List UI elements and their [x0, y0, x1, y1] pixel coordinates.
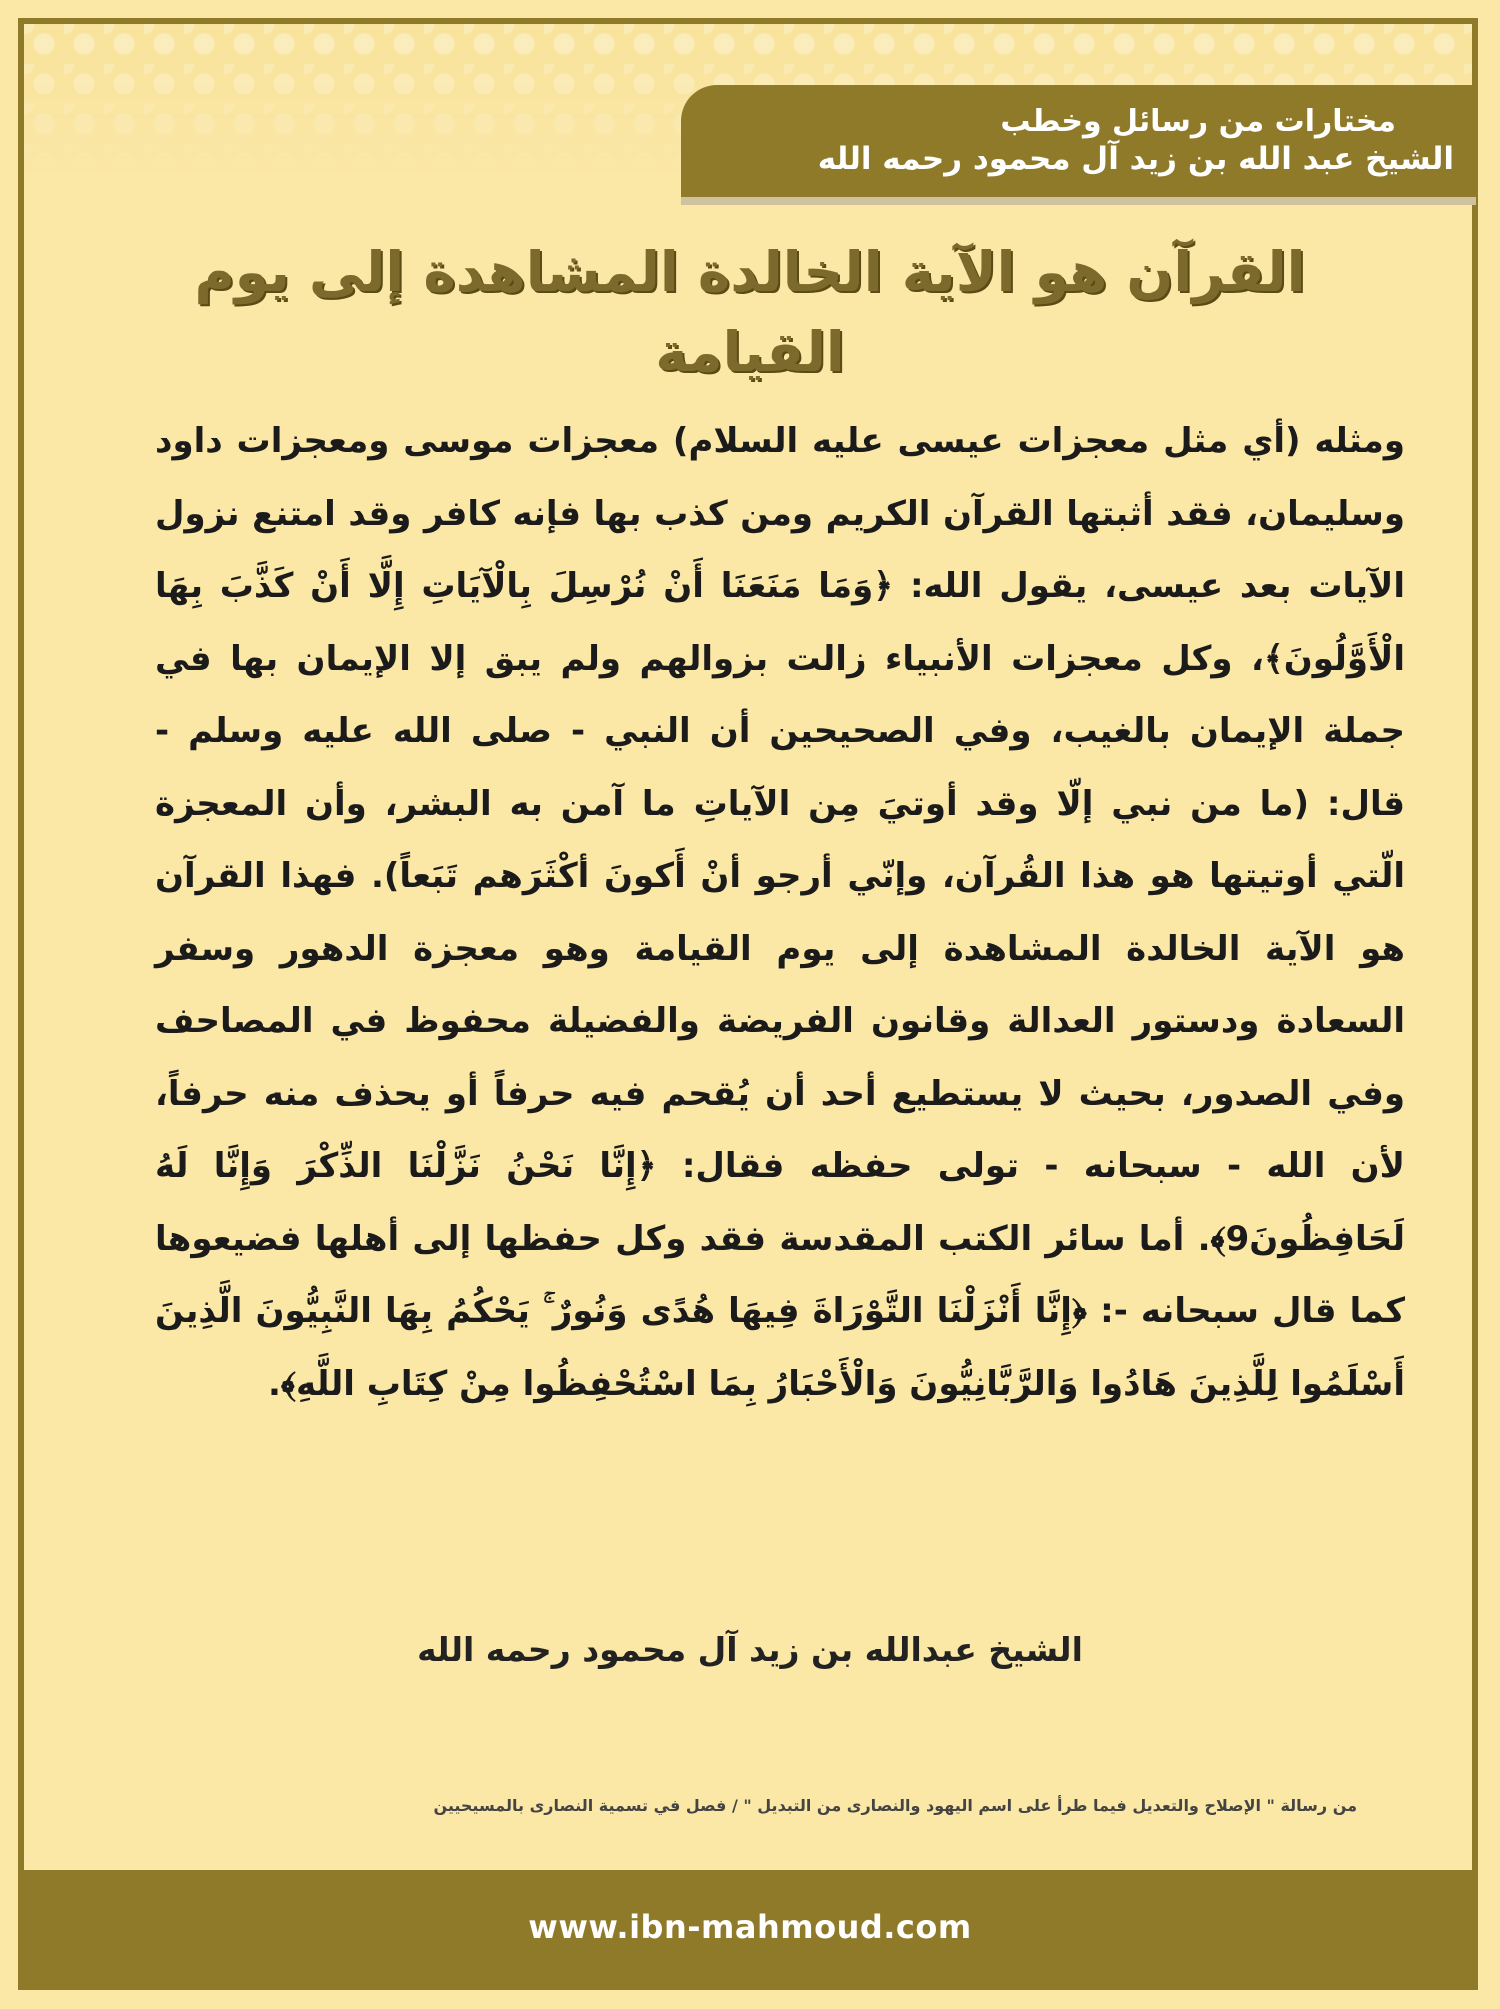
header-series-title: مختارات من رسائل وخطب — [1000, 103, 1396, 139]
author-signature: الشيخ عبدالله بن زيد آل محمود رحمه الله — [417, 1630, 1083, 1669]
header-author: الشيخ عبد الله بن زيد آل محمود رحمه الله — [817, 141, 1454, 178]
footer-bar — [24, 1870, 1476, 1984]
website-link[interactable]: www.ibn-mahmoud.com — [528, 1908, 972, 1946]
page-title: القرآن هو الآية الخالدة المشاهدة إلى يوم القيامة — [194, 240, 1306, 384]
header-banner — [681, 85, 1476, 197]
source-citation: من رسالة " الإصلاح والتعديل فيما طرأ على اسم اليهود والنصارى من التبديل " / فصل في تسمية النصارى بالمسيحيين — [433, 1796, 1357, 1815]
article-body: ومثله (أي مثل معجزات عيسى عليه السلام) معجزات موسى ومعجزات داود وسليمان، فقد أثبتها القرآن الكريم ومن كذب بها فإنه كافر وقد امتنع نزول الآيات بعد عيسى، يقول الله: ﴿وَمَا مَنَعَنَا أَنْ نُرْسِلَ بِالْآيَاتِ إِلَّا أَنْ كَذَّبَ بِهَا الْأَوَّلُونَ﴾، وكل معجزات الأنبياء زالت بزوالهم ولم يبق إلا الإيمان بها في جملة الإيمان بالغيب، وفي الصحيحين أن النبي - صلى الله عليه وسلم - قال: (ما من نبي إلّا وقد أوتيَ مِن الآياتِ ما آمن به البشر، وأن المعجزة الّتي أوتيتها هو هذا القُرآن، وإنّي أرجو أنْ أَكونَ أكْثَرَهم تَبَعاً). فهذا القرآن هو الآية الخالدة المشاهدة إلى يوم القيامة وهو معجزة الدهور وسفر السعادة ودستور العدالة وقانون الفريضة والفضيلة محفوظ في المصاحف وفي الصدور، بحيث لا يستطيع أحد أن يُقحم فيه حرفاً أو يحذف منه حرفاً، لأن الله - سبحانه - تولى حفظه فقال: ﴿إِنَّا نَحْنُ نَزَّلْنَا الذِّكْرَ وَإِنَّا لَهُ لَحَافِظُونَ9﴾. أما سائر الكتب المقدسة فقد وكل حفظها إلى أهلها فضيعوها كما قال سبحانه -: ﴿إِنَّا أَنْزَلْنَا التَّوْرَاةَ فِيهَا هُدًى وَنُورٌ ۚ يَحْكُمُ بِهَا النَّبِيُّونَ الَّذِينَ أَسْلَمُوا لِلَّذِينَ هَادُوا وَالرَّبَّانِيُّونَ وَالْأَحْبَارُ بِمَا اسْتُحْفِظُوا مِنْ كِتَابِ اللَّهِ﴾. — [155, 421, 1405, 1404]
